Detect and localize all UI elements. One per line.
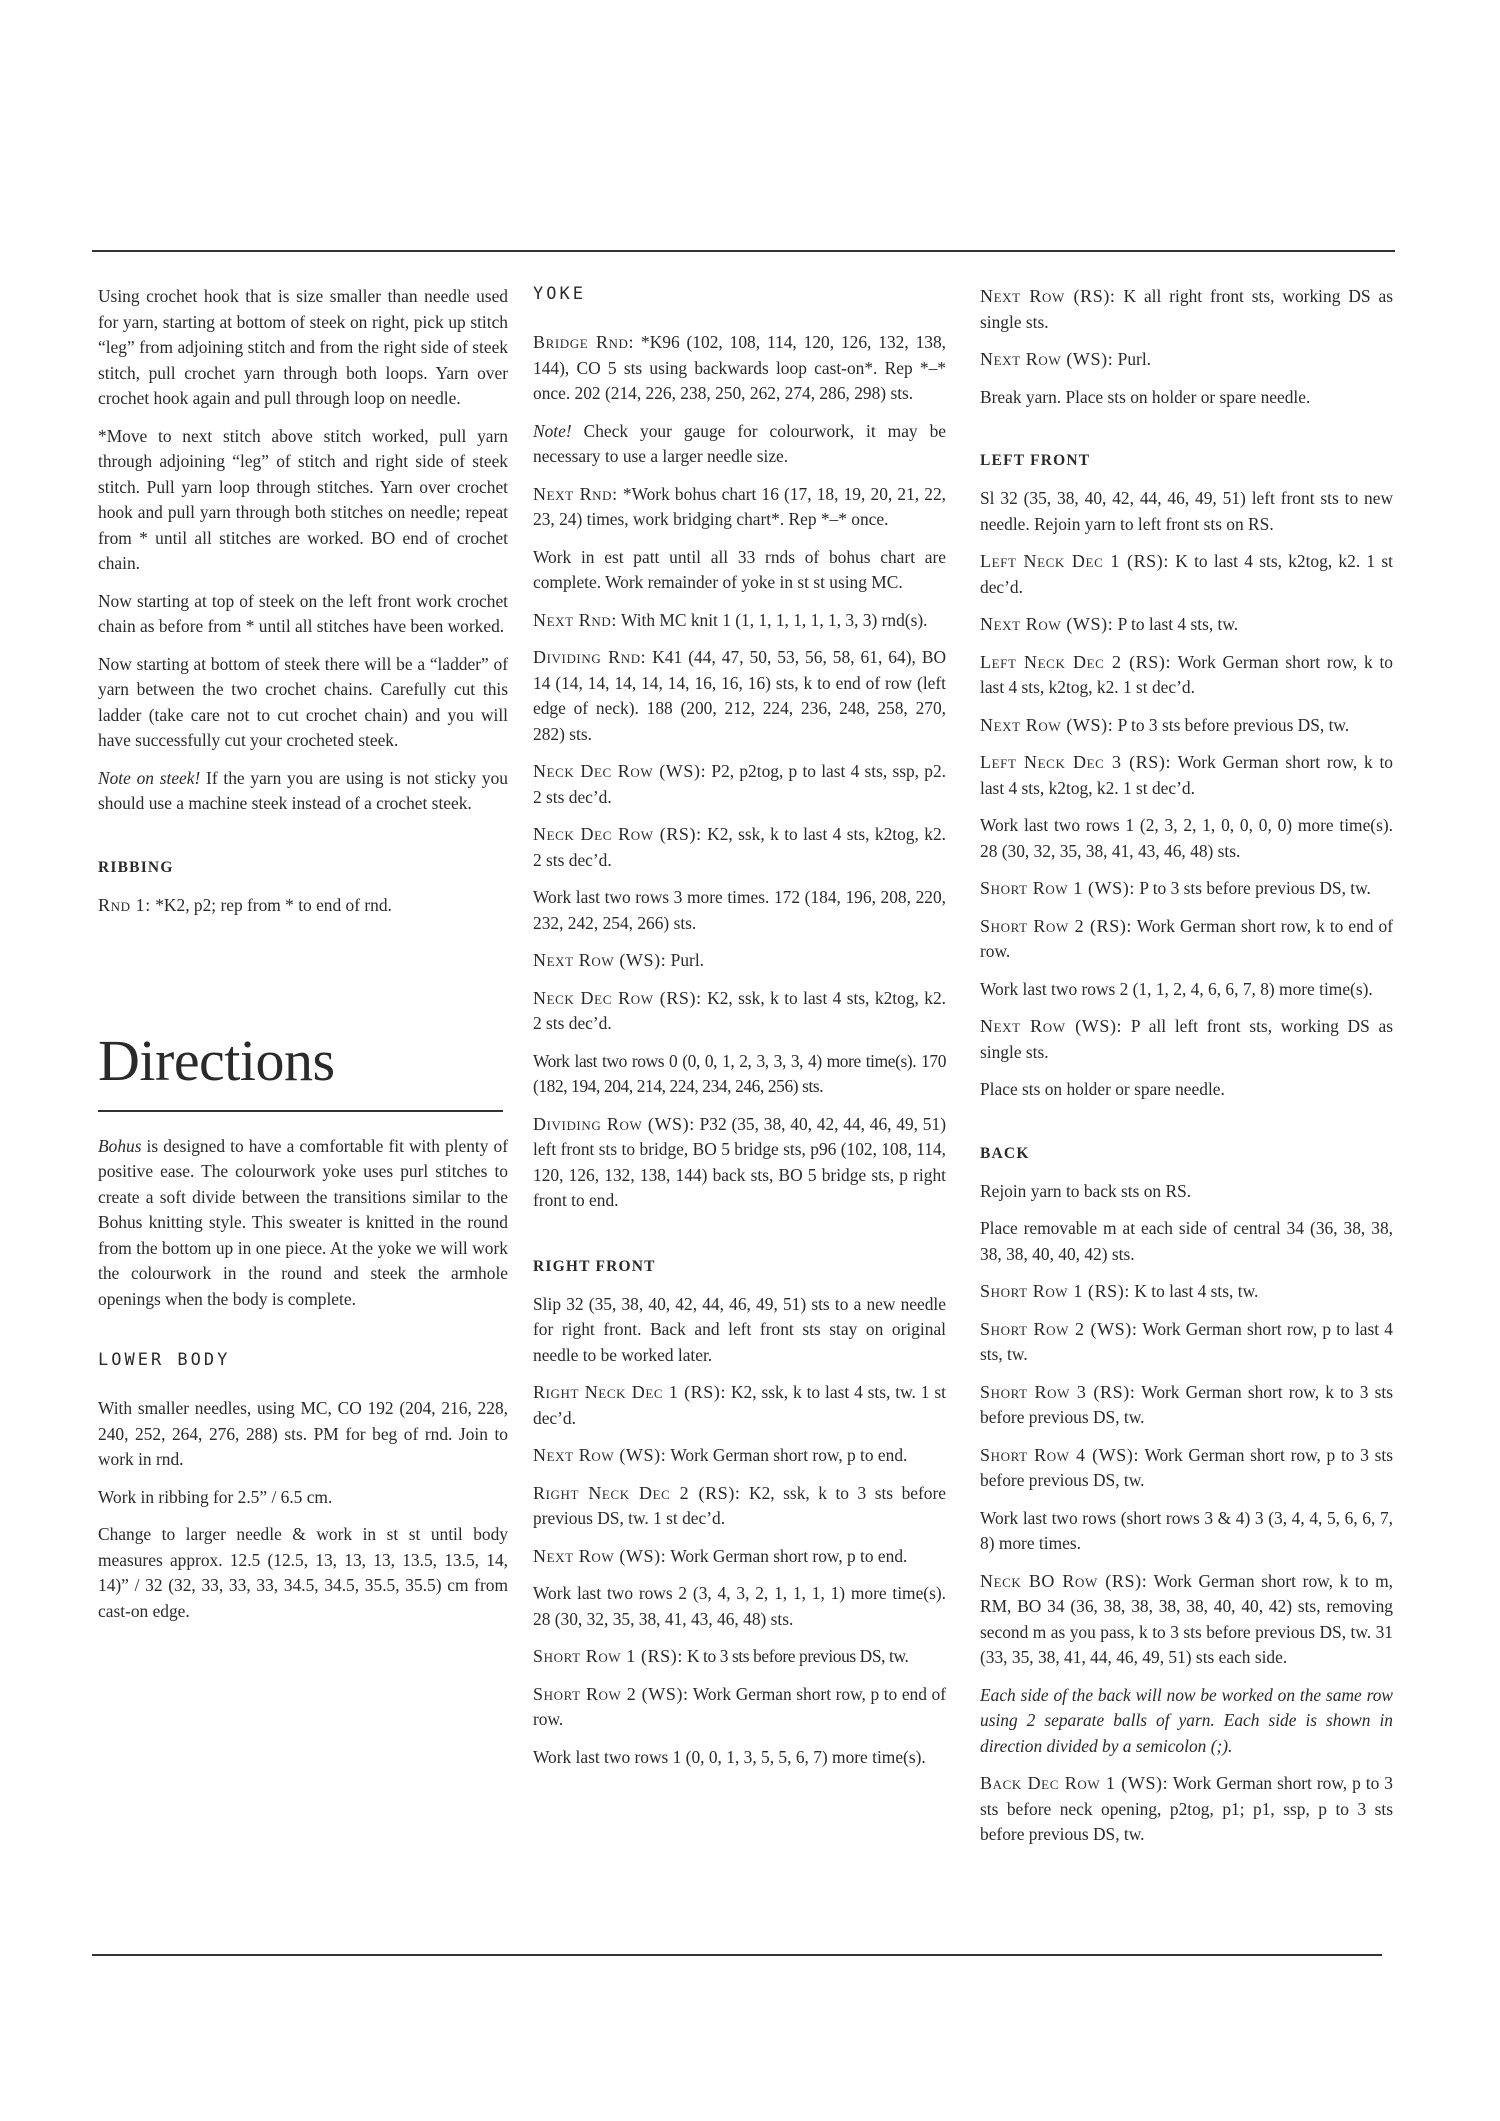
back-short-row-4-text: Work German short row, p to 3 sts before previous DS, tw. — [980, 1444, 1393, 1490]
directions-intro-text: is designed to have a comfortable fit with plenty of positive ease. The colourwork yoke uses purl stitches to create a soft divide between the transitions similar to the Bohus knitting style. This sweater is knitted in the round from the bottom up in one piece. At the yoke we will work the colourwork in the round and steek the armhole openings when the body is complete. — [98, 1135, 508, 1309]
back-dec-row-1-text: Work German short row, p to 3 sts before neck opening, p2tog, p1; p1, ssp, p to 3 sts before previous DS, tw. — [980, 1773, 1394, 1844]
rf-next-row-2-text: Work German short row, p to end. — [666, 1545, 908, 1566]
column-2 — [533, 284, 946, 1782]
right-front-1: Slip 32 (35, 38, 40, 42, 44, 46, 49, 51) sts to a new needle for right front. Back and left front sts stay on original needle to be worked later. — [533, 1293, 946, 1365]
rf-next-row-1-text: Work German short row, p to end. — [666, 1445, 908, 1465]
next-rnd-2 — [533, 608, 946, 634]
back-short-row-4 — [980, 1443, 1393, 1494]
rf-break-yarn: Break yarn. Place sts on holder or spare needle. — [980, 386, 1311, 407]
directions-rule — [98, 1110, 503, 1112]
next-rnd-1-text: *Work bohus chart 16 (17, 18, 19, 20, 21, 22, 23, 24) times, work bridging chart*. Rep *–* once. — [533, 483, 946, 529]
left-neck-dec-1-label: Left Neck Dec 1 (RS): — [980, 551, 1169, 571]
right-front-heading: RIGHT FRONT — [533, 1257, 656, 1275]
neck-dec-rs-2-label: Neck Dec Row (RS): — [533, 987, 702, 1008]
rf-last-two-rows-1: Work last two rows 1 (0, 0, 1, 3, 5, 5, 6, 7) more time(s). — [533, 1746, 926, 1767]
est-patt: Work in est patt until all 33 rnds of bohus chart are complete. Work remainder of yoke in st st using MC. — [533, 546, 946, 592]
ribbing-rnd1 — [98, 893, 508, 919]
left-neck-dec-3-text: Work German short row, k to last 4 sts, k2tog, k2. 1 st dec’d. — [980, 752, 1393, 798]
rf-next-row-2 — [533, 1544, 946, 1570]
next-rnd-1-label: Next Rnd: — [533, 483, 618, 504]
bridge-rnd-text: *K96 (102, 108, 114, 120, 126, 132, 138, 144), CO 5 sts using backwards loop cast-on*. Rep *–* once. 202 (214, 226, 238, 250, 262, 274, 286, 298) sts. — [533, 332, 946, 403]
rf-next-row-rs — [980, 284, 1393, 335]
neck-bo-row-text: Work German short row, k to m, RM, BO 34 (36, 38, 38, 38, 38, 40, 40, 42) sts, removing second m as you pass, k to 3 sts before previous DS, tw. 31 (33, 35, 38, 41, 44, 46, 49, 51) sts each side. — [980, 1570, 1393, 1667]
steek-paragraph-1: Using crochet hook that is size smaller than needle used for yarn, starting at bottom of steek on right, pick up stitch “leg” from adjoining stitch and from the right side of steek stitch, pull crochet yarn through both loops. Yarn over crochet hook again and pull through loop on needle. — [98, 286, 508, 408]
ribbing-heading: RIBBING — [98, 858, 174, 876]
lf-short-row-2-text: Work German short row, k to end of row. — [980, 915, 1393, 961]
steek-paragraph-4: Now starting at bottom of steek there will be a “ladder” of yarn between the two crochet chains. Carefully cut this ladder (take care not to cut crochet chain) and you will have successfully cut your crocheted steek. — [98, 653, 508, 750]
rf-last-two-rows-2: Work last two rows 2 (3, 4, 3, 2, 1, 1, 1, 1) more time(s). 28 (30, 32, 35, 38, 41, 43, 46, 48) sts. — [533, 1583, 946, 1629]
gauge-note — [533, 419, 946, 470]
ribbing-rnd1-text: *K2, p2; rep from * to end of rnd. — [150, 894, 392, 915]
lf-next-row-3-label: Next Row (WS): — [980, 1016, 1123, 1036]
neck-dec-ws-text: P2, p2tog, p to last 4 sts, ssp, p2. 2 sts dec’d. — [533, 761, 946, 807]
back-short-row-4-label: Short Row 4 (WS): — [980, 1444, 1140, 1465]
next-rnd-2-label: Next Rnd: — [533, 609, 617, 630]
next-row-ws-label: Next Row (WS): — [533, 950, 667, 970]
lf-short-row-1 — [980, 876, 1393, 902]
back-short-row-2-text: Work German short row, p to last 4 sts, tw. — [980, 1318, 1393, 1364]
lf-next-row-1-label: Next Row (WS): — [980, 614, 1114, 634]
left-neck-dec-3-label: Left Neck Dec 3 (RS): — [980, 752, 1172, 772]
rf-short-row-1 — [533, 1644, 946, 1670]
lf-short-row-2 — [980, 914, 1393, 965]
directions-bohus-label: Bohus — [98, 1135, 142, 1156]
back-last-two-rows: Work last two rows (short rows 3 & 4) 3 (3, 4, 4, 5, 6, 6, 7, 8) more times. — [980, 1507, 1393, 1553]
directions-intro — [98, 1134, 508, 1313]
lf-next-row-1 — [980, 612, 1393, 638]
ribbing-rnd1-label: Rnd 1: — [98, 894, 151, 915]
left-neck-dec-2-label: Left Neck Dec 2 (RS): — [980, 651, 1172, 672]
dividing-row — [533, 1112, 946, 1214]
back-2: Place removable m at each side of central 34 (36, 38, 38, 38, 38, 40, 40, 42) sts. — [980, 1218, 1393, 1264]
back-short-row-1-text: K to last 4 sts, tw. — [1130, 1281, 1259, 1301]
right-neck-dec-1-text: K2, ssk, k to last 4 sts, tw. 1 st dec’d. — [533, 1382, 946, 1428]
steek-note-text: If the yarn you are using is not sticky you should use a machine steek instead of a crochet steek. — [98, 767, 509, 813]
dividing-row-text: P32 (35, 38, 40, 42, 44, 46, 49, 51) left front sts to bridge, BO 5 bridge sts, p96 (102, 108, 114, 120, 126, 132, 138, 144) back sts, BO 5 bridge sts, p right front to end. — [533, 1113, 946, 1210]
lower-body-3: Change to larger needle & work in st st until body measures approx. 12.5 (12.5, 13, 13, 13, 13.5, 13.5, 14, 14)” / 32 (32, 33, 33, 33, 34.5, 34.5, 35.5, 35.5) cm from cast-on edge. — [98, 1524, 508, 1621]
gauge-note-label: Note! — [533, 420, 572, 441]
right-neck-dec-2-label: Right Neck Dec 2 (RS): — [533, 1482, 741, 1503]
neck-dec-rs-label: Neck Dec Row (RS): — [533, 824, 702, 844]
dividing-rnd-label: Dividing Rnd: — [533, 647, 647, 667]
rf-short-row-1-text: K to 3 sts before previous DS, tw. — [683, 1646, 909, 1666]
lf-next-row-2-text: P to 3 sts before previous DS, tw. — [1113, 714, 1350, 735]
rf-next-row-ws-label: Next Row (WS): — [980, 349, 1114, 369]
rf-short-row-2-text: Work German short row, p to end of row. — [533, 1683, 946, 1729]
left-neck-dec-3 — [980, 750, 1393, 801]
lf-next-row-2-label: Next Row (WS): — [980, 714, 1114, 735]
last-two-rows-3: Work last two rows 3 more times. 172 (184, 196, 208, 220, 232, 242, 254, 266) sts. — [533, 887, 946, 933]
lf-next-row-1-text: P to last 4 sts, tw. — [1113, 614, 1239, 634]
steek-paragraph-2: *Move to next stitch above stitch worked, pull yarn through adjoining “leg” of stitch and right side of steek stitch. Pull yarn loop through stitches. Yarn over crochet hook and pull yarn through both stitches on needle; repeat from * until all stitches are worked. BO end of crochet chain. — [98, 425, 508, 573]
right-neck-dec-2 — [533, 1481, 946, 1532]
lf-short-row-2-label: Short Row 2 (RS): — [980, 915, 1133, 936]
back-short-row-3 — [980, 1380, 1393, 1431]
yoke-heading: YOKE — [533, 284, 586, 304]
lower-body-heading: LOWER BODY — [98, 1350, 231, 1370]
back-dec-row-1-label: Back Dec Row 1 (WS): — [980, 1773, 1169, 1793]
lf-short-row-1-text: P to 3 sts before previous DS, tw. — [1134, 878, 1371, 898]
back-short-row-2-label: Short Row 2 (WS): — [980, 1318, 1138, 1339]
bridge-rnd — [533, 330, 946, 407]
right-neck-dec-1 — [533, 1380, 946, 1431]
rf-next-row-ws — [980, 347, 1393, 373]
rf-next-row-ws-text: Purl. — [1113, 349, 1152, 369]
lower-body-1: With smaller needles, using MC, CO 192 (204, 216, 228, 240, 252, 264, 276, 288) sts. PM for beg of rnd. Join to work in rnd. — [98, 1398, 508, 1469]
back-short-row-1-label: Short Row 1 (RS): — [980, 1281, 1130, 1301]
lf-short-row-1-label: Short Row 1 (WS): — [980, 878, 1135, 898]
directions-title: Directions — [98, 1028, 335, 1093]
rf-short-row-2 — [533, 1682, 946, 1733]
next-rnd-1 — [533, 482, 946, 533]
back-short-row-2 — [980, 1317, 1393, 1368]
rf-short-row-1-label: Short Row 1 (RS): — [533, 1646, 683, 1666]
dividing-row-label: Dividing Row (WS): — [533, 1113, 695, 1134]
lf-last-two-rows-a: Work last two rows 1 (2, 3, 2, 1, 0, 0, 0, 0) more time(s). 28 (30, 32, 35, 38, 41, 43, 46, 48) sts. — [980, 815, 1393, 861]
lf-next-row-2 — [980, 713, 1393, 739]
bridge-rnd-label: Bridge Rnd: — [533, 332, 635, 352]
neck-dec-ws — [533, 759, 946, 810]
steek-note-label: Note on steek! — [98, 767, 201, 788]
back-short-row-3-label: Short Row 3 (RS): — [980, 1381, 1136, 1402]
steek-paragraph-3: Now starting at top of steek on the left front work crochet chain as before from * until all stitches have been worked. — [98, 590, 508, 636]
rf-next-row-2-label: Next Row (WS): — [533, 1545, 667, 1566]
back-1: Rejoin yarn to back sts on RS. — [980, 1180, 1192, 1201]
back-short-row-1 — [980, 1279, 1393, 1305]
left-neck-dec-2-text: Work German short row, k to last 4 sts, k2tog, k2. 1 st dec’d. — [980, 651, 1393, 697]
left-front-heading: LEFT FRONT — [980, 452, 1091, 469]
right-neck-dec-2-text: K2, ssk, k to 3 sts before previous DS, tw. 1 st dec’d. — [533, 1482, 946, 1528]
neck-dec-ws-label: Neck Dec Row (WS): — [533, 761, 707, 781]
rf-short-row-2-label: Short Row 2 (WS): — [533, 1683, 689, 1704]
dividing-rnd — [533, 645, 946, 747]
column-1 — [98, 284, 508, 1636]
next-row-ws-text: Purl. — [666, 950, 705, 970]
lf-next-row-3-text: P all left front sts, working DS as single sts. — [980, 1016, 1393, 1062]
left-neck-dec-1 — [980, 549, 1393, 600]
next-rnd-2-text: With MC knit 1 (1, 1, 1, 1, 1, 1, 3, 3) rnd(s). — [616, 609, 928, 630]
back-heading: BACK — [980, 1144, 1030, 1162]
column-3 — [980, 284, 1393, 1860]
left-front-1: Sl 32 (35, 38, 40, 42, 44, 46, 49, 51) left front sts to new needle. Rejoin yarn to left front sts on RS. — [980, 488, 1393, 534]
lf-next-row-3 — [980, 1014, 1393, 1065]
left-neck-dec-2 — [980, 650, 1393, 701]
rf-next-row-1 — [533, 1443, 946, 1469]
lf-last-two-rows-b: Work last two rows 2 (1, 1, 2, 4, 6, 6, 7, 8) more time(s). — [980, 978, 1373, 999]
rf-next-row-rs-text: K all right front sts, working DS as single sts. — [980, 286, 1393, 332]
neck-bo-row-label: Neck BO Row (RS): — [980, 1570, 1148, 1591]
back-short-row-3-text: Work German short row, k to 3 sts before previous DS, tw. — [980, 1381, 1393, 1427]
top-rule — [92, 250, 1395, 252]
rf-next-row-1-label: Next Row (WS): — [533, 1445, 667, 1465]
neck-dec-rs-2-text: K2, ssk, k to last 4 sts, k2tog, k2. 2 sts dec’d. — [533, 987, 946, 1033]
neck-bo-row — [980, 1569, 1393, 1671]
next-row-ws — [533, 948, 946, 974]
lower-body-2: Work in ribbing for 2.5” / 6.5 cm. — [98, 1486, 333, 1507]
right-neck-dec-1-label: Right Neck Dec 1 (RS): — [533, 1382, 727, 1402]
steek-note — [98, 766, 508, 817]
lf-place-sts: Place sts on holder or spare needle. — [980, 1079, 1225, 1099]
neck-dec-rs-text: K2, ssk, k to last 4 sts, k2tog, k2. 2 sts dec’d. — [533, 824, 946, 870]
rf-next-row-rs-label: Next Row (RS): — [980, 286, 1116, 306]
each-side-note: Each side of the back will now be worked on the same row using 2 separate balls of yarn. Each side is shown in direction divided by a semicolon (;). — [980, 1684, 1393, 1756]
neck-dec-rs — [533, 822, 946, 873]
back-dec-row-1 — [980, 1771, 1393, 1848]
neck-dec-rs-2 — [533, 986, 946, 1037]
last-two-rows-0: Work last two rows 0 (0, 0, 1, 2, 3, 3, 3, 4) more time(s). 170 (182, 194, 204, 214, 224, 234, 246, 256) sts. — [533, 1050, 946, 1096]
bottom-rule — [92, 1954, 1382, 1956]
left-neck-dec-1-text: K to last 4 sts, k2tog, k2. 1 st dec’d. — [980, 551, 1393, 597]
gauge-note-text: Check your gauge for colourwork, it may be necessary to use a larger needle size. — [533, 420, 946, 466]
dividing-rnd-text: K41 (44, 47, 50, 53, 56, 58, 61, 64), BO 14 (14, 14, 14, 14, 14, 16, 16, 16) sts, k to end of row (left edge of neck). 188 (200, 212, 224, 236, 248, 258, 270, 282) sts. — [533, 647, 947, 744]
